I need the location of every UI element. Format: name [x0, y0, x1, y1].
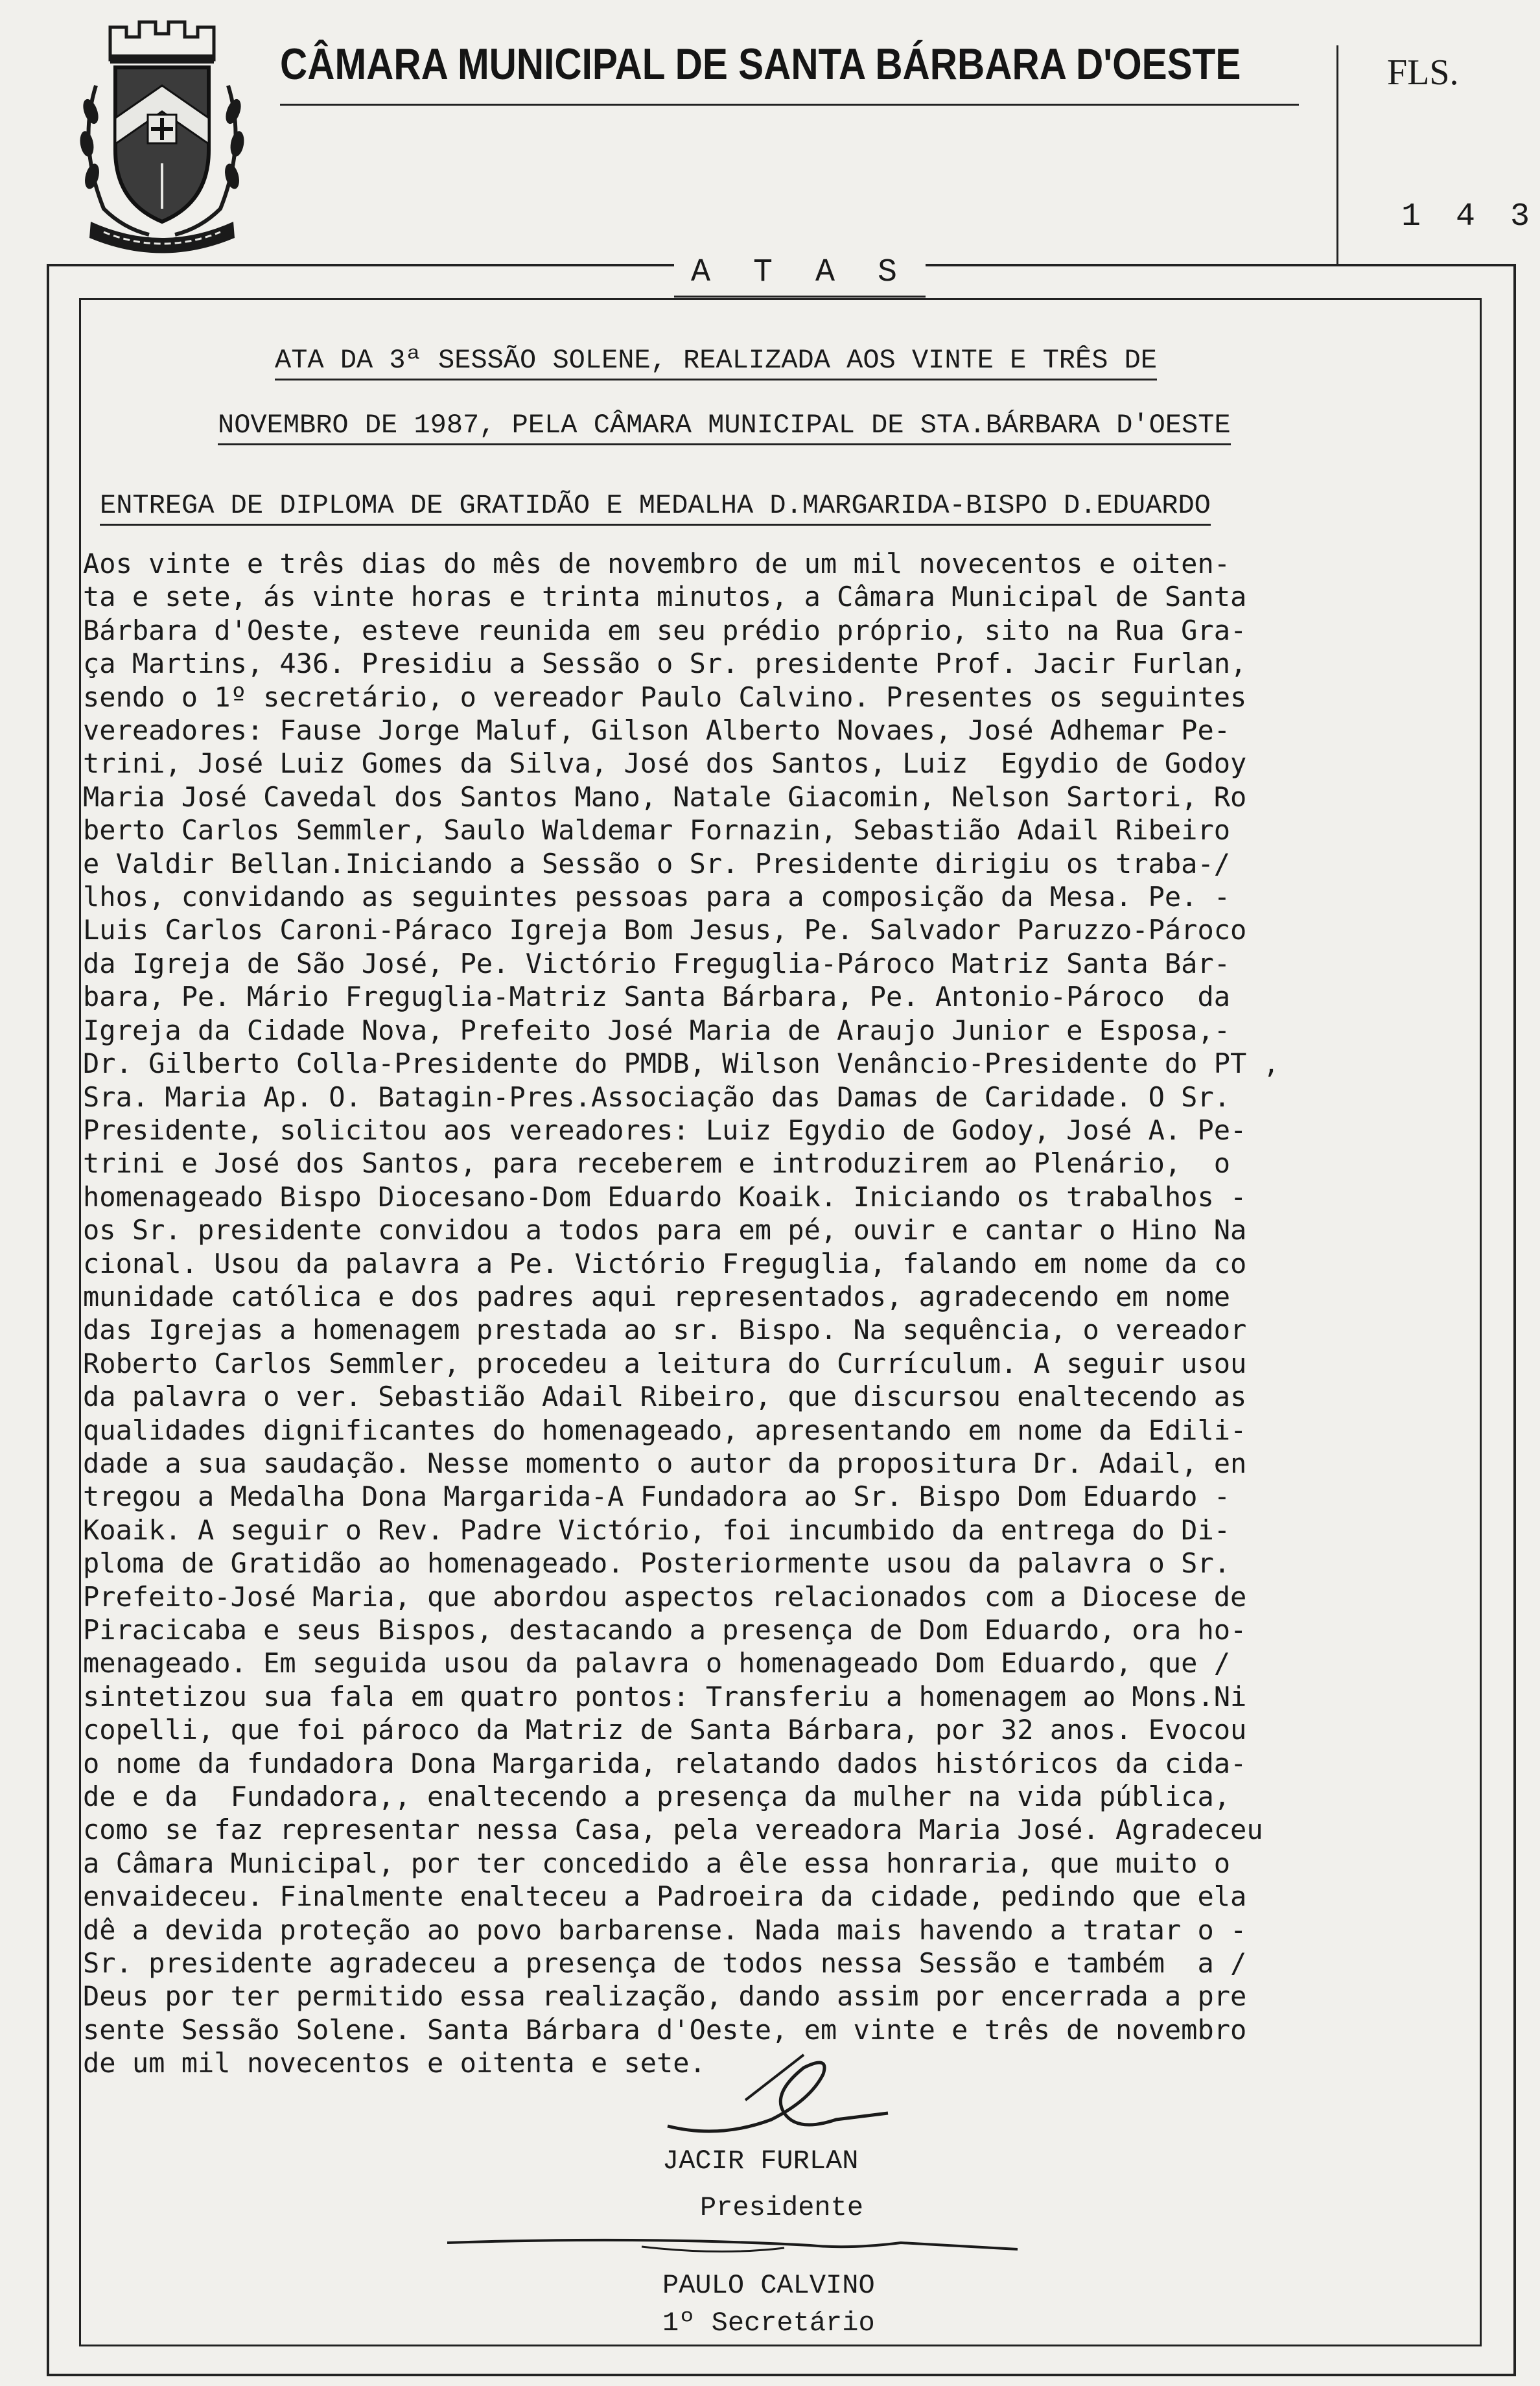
body-line: berto Carlos Semmler, Saulo Waldemar Fornazin, Sebastião Adail Ribeiro	[83, 814, 1231, 847]
body-line: de um mil novecentos e oitenta e sete.	[83, 2047, 706, 2079]
section-label: A T A S	[674, 250, 926, 298]
president-name: JACIR FURLAN	[662, 2146, 859, 2177]
heading-line-2-text: NOVEMBRO DE 1987, PELA CÂMARA MUNICIPAL DE STA.BÁRBARA D'OESTE	[218, 410, 1231, 445]
body-line: Igreja da Cidade Nova, Prefeito José Maria de Araujo Junior e Esposa,-	[83, 1014, 1231, 1046]
body-line: homenageado Bispo Diocesano-Dom Eduardo Koaik. Iniciando os trabalhos -	[83, 1180, 1247, 1213]
body-line: da palavra o ver. Sebastião Adail Ribeiro, que discursou enaltecendo as	[83, 1381, 1247, 1413]
heading-line-3-text: ENTREGA DE DIPLOMA DE GRATIDÃO E MEDALHA D.MARGARIDA-BISPO D.EDUARDO	[100, 490, 1211, 526]
president-signature-icon	[642, 2042, 914, 2152]
body-line: vereadores: Fause Jorge Maluf, Gilson Alberto Novaes, José Adhemar Pe-	[83, 714, 1231, 747]
body-line: a Câmara Municipal, por ter concedido a êle essa honraria, que muito o	[83, 1847, 1231, 1879]
body-line: cional. Usou da palavra a Pe. Victório Freguglia, falando em nome da co	[83, 1247, 1247, 1280]
body-line: de e da Fundadora,, enaltecendo a presença da mulher na vida pública,	[83, 1781, 1231, 1813]
institution-title: CÂMARA MUNICIPAL DE SANTA BÁRBARA D'OESTE	[280, 40, 1241, 89]
body-line: ça Martins, 436. Presidiu a Sessão o Sr. presidente Prof. Jacir Furlan,	[83, 648, 1247, 680]
body-line: Dr. Gilberto Colla-Presidente do PMDB, Wilson Venâncio-Presidente do PT ,	[83, 1047, 1279, 1080]
body-line: o nome da fundadora Dona Margarida, relatando dados históricos da cida-	[83, 1747, 1247, 1779]
body-line: Presidente, solicitou aos vereadores: Luiz Egydio de Godoy, José A. Pe-	[83, 1114, 1247, 1146]
body-line: qualidades dignificantes do homenageado, apresentando em nome da Edili-	[83, 1414, 1247, 1446]
body-line: dê a devida proteção ao povo barbarense. Nada mais havendo a tratar o -	[83, 1913, 1247, 1946]
heading-line-3	[100, 490, 1211, 521]
body-line: Maria José Cavedal dos Santos Mano, Natale Giacomin, Nelson Sartori, Ro	[83, 780, 1247, 813]
body-line: ploma de Gratidão ao homenageado. Posteriormente usou da palavra o Sr.	[83, 1547, 1231, 1580]
body-line: como se faz representar nessa Casa, pela vereadora Maria José. Agradeceu	[83, 1814, 1263, 1846]
coat-of-arms-icon	[65, 14, 259, 254]
body-line: envaideceu. Finalmente enalteceu a Padroeira da cidade, pedindo que ela	[83, 1880, 1247, 1913]
body-line: dade a sua saudação. Nesse momento o autor da propositura Dr. Adail, en	[83, 1447, 1247, 1479]
body-line: trini, José Luiz Gomes da Silva, José dos Santos, Luiz Egydio de Godoy	[83, 747, 1247, 780]
body-line: tregou a Medalha Dona Margarida-A Fundadora ao Sr. Bispo Dom Eduardo -	[83, 1480, 1231, 1513]
heading-line-2	[218, 410, 1231, 441]
secretary-signature-icon	[447, 2223, 1018, 2269]
body-line: sente Sessão Solene. Santa Bárbara d'Oeste, em vinte e três de novembro	[83, 2013, 1247, 2046]
body-line: Sr. presidente agradeceu a presença de todos nessa Sessão e também a /	[83, 1947, 1247, 1980]
body-line: lhos, convidando as seguintes pessoas para a composição da Mesa. Pe. -	[83, 881, 1231, 913]
body-line: Roberto Carlos Semmler, procedeu a leitura do Currículum. A seguir usou	[83, 1347, 1247, 1379]
body-line: copelli, que foi pároco da Matriz de Santa Bárbara, por 32 anos. Evocou	[83, 1714, 1247, 1746]
body-line: Koaik. A seguir o Rev. Padre Victório, foi incumbido da entrega do Di-	[83, 1514, 1231, 1546]
fls-label: FLS.	[1387, 53, 1459, 93]
body-line: trini e José dos Santos, para receberem e introduzirem ao Plenário, o	[83, 1147, 1231, 1180]
body-line: Piracicaba e seus Bispos, destacando a presença de Dom Eduardo, ora ho-	[83, 1614, 1247, 1646]
minutes-body-text	[83, 547, 1493, 2080]
president-title: Presidente	[700, 2192, 864, 2223]
heading-line-1-text: ATA DA 3ª SESSÃO SOLENE, REALIZADA AOS VINTE E TRÊS DE	[275, 345, 1157, 380]
header-rule	[280, 104, 1299, 106]
body-line: munidade católica e dos padres aqui representados, agradecendo em nome	[83, 1280, 1231, 1313]
header-vertical-separator	[1336, 45, 1338, 264]
body-line: Prefeito-José Maria, que abordou aspectos relacionados com a Diocese de	[83, 1580, 1247, 1613]
body-line: menageado. Em seguida usou da palavra o homenageado Dom Eduardo, que /	[83, 1647, 1231, 1679]
body-line: bara, Pe. Mário Freguglia-Matriz Santa Bárbara, Pe. Antonio-Pároco da	[83, 981, 1231, 1013]
page-number: 1 4 3	[1401, 198, 1538, 235]
body-line: Deus por ter permitido essa realização, dando assim por encerrada a pre	[83, 1980, 1247, 2013]
body-line: da Igreja de São José, Pe. Victório Freguglia-Pároco Matriz Santa Bár-	[83, 947, 1231, 979]
body-line: sendo o 1º secretário, o vereador Paulo Calvino. Presentes os seguintes	[83, 681, 1247, 713]
body-line: sintetizou sua fala em quatro pontos: Transferiu a homenagem ao Mons.Ni	[83, 1680, 1247, 1713]
secretary-title: 1º Secretário	[662, 2308, 875, 2339]
body-line: e Valdir Bellan.Iniciando a Sessão o Sr. Presidente dirigiu os traba-/	[83, 847, 1231, 880]
body-line: Sra. Maria Ap. O. Batagin-Pres.Associação das Damas de Caridade. O Sr.	[83, 1081, 1231, 1113]
heading-line-1	[275, 345, 1157, 376]
body-line: das Igrejas a homenagem prestada ao sr. Bispo. Na sequência, o vereador	[83, 1314, 1247, 1346]
body-line: os Sr. presidente convidou a todos para em pé, ouvir e cantar o Hino Na	[83, 1214, 1247, 1246]
body-line: ta e sete, ás vinte horas e trinta minutos, a Câmara Municipal de Santa	[83, 581, 1247, 613]
body-line: Bárbara d'Oeste, esteve reunida em seu prédio próprio, sito na Rua Gra-	[83, 614, 1247, 646]
body-line: Aos vinte e três dias do mês de novembro de um mil novecentos e oiten-	[83, 548, 1231, 579]
secretary-name: PAULO CALVINO	[662, 2270, 875, 2301]
body-line: Luis Carlos Caroni-Páraco Igreja Bom Jesus, Pe. Salvador Paruzzo-Pároco	[83, 914, 1247, 946]
